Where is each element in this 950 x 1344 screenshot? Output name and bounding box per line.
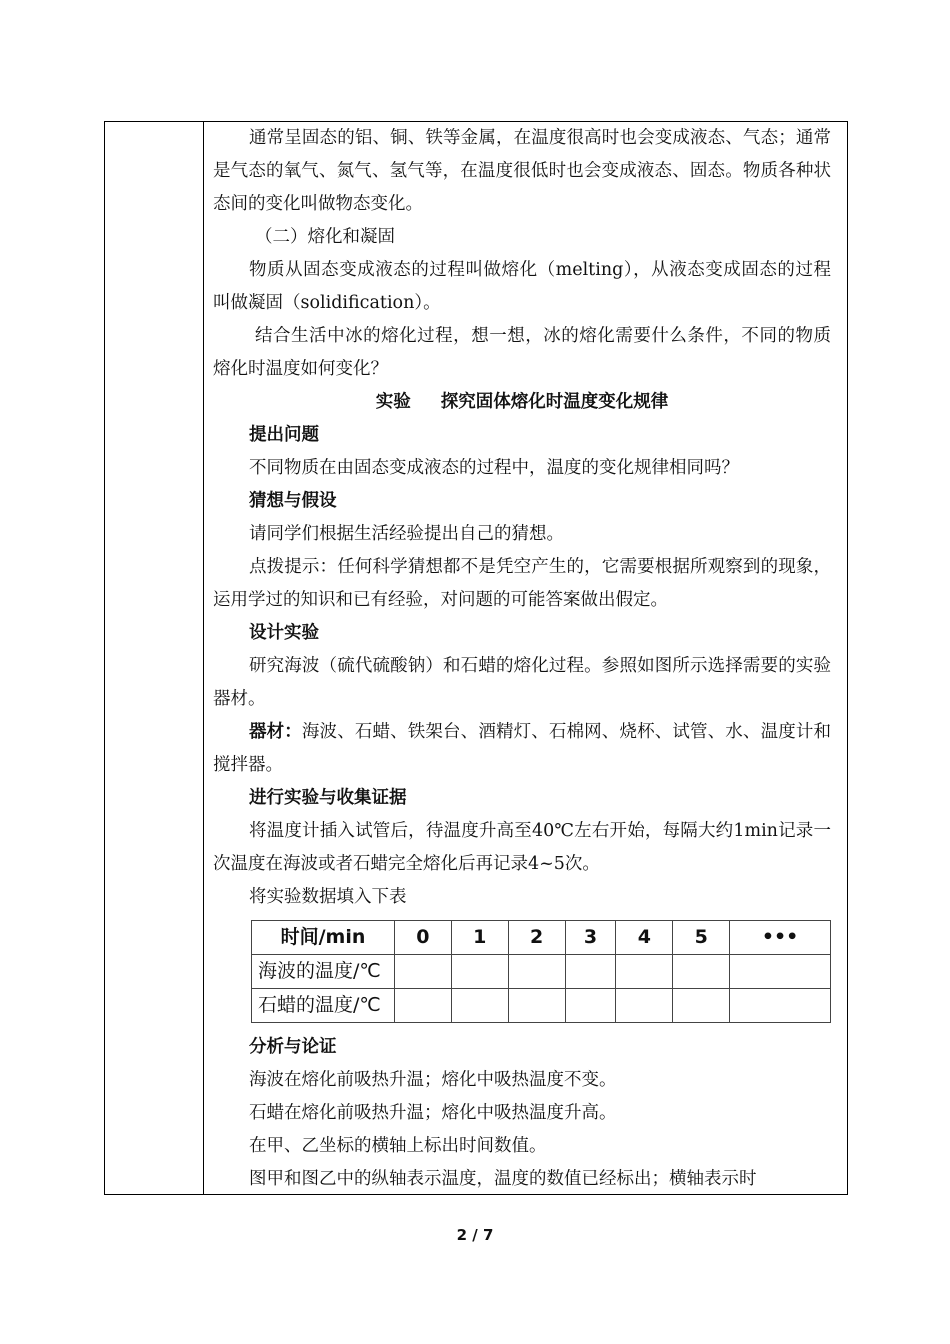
table-cell[interactable] <box>451 955 508 989</box>
table-row-label: 海波的温度/℃ <box>252 955 395 989</box>
column-divider <box>203 122 204 1194</box>
section-heading-melting: （二）熔化和凝固 <box>255 227 395 247</box>
paragraph-states: 通常呈固态的铝、铜、铁等金属，在温度很高时也会变成液态、气态；通常是气态的氧气、氮气、氢气等，在温度很低时也会变成液态、固态。物质各种状态间的变化叫做物态变化。 <box>213 128 831 214</box>
experiment-name: 探究固体熔化时温度变化规律 <box>440 392 669 412</box>
paragraph-fill-table: 将实验数据填入下表 <box>249 887 407 907</box>
paragraph-question: 结合生活中冰的熔化过程，想一想，冰的熔化需要什么条件，不同的物质熔化时温度如何变化？ <box>213 326 831 379</box>
table-cell[interactable] <box>508 955 565 989</box>
equipment-label: 器材： <box>249 722 302 742</box>
page-number: 2 / 7 <box>456 1226 494 1244</box>
paragraph-ask-question: 不同物质在由固态变成液态的过程中，温度的变化规律相同吗？ <box>249 458 739 478</box>
table-header-cell: 2 <box>508 921 565 955</box>
table-cell[interactable] <box>451 989 508 1023</box>
table-header-cell: 0 <box>394 921 451 955</box>
lesson-table <box>104 121 848 1195</box>
table-header-cell: 1 <box>451 921 508 955</box>
heading-analysis: 分析与论证 <box>249 1037 337 1057</box>
table-cell[interactable] <box>673 955 730 989</box>
heading-design: 设计实验 <box>249 623 319 643</box>
paragraph-hint: 点拨提示：任何科学猜想都不是凭空产生的，它需要根据所观察到的现象，运用学过的知识和已有经验，对问题的可能答案做出假定。 <box>213 557 831 610</box>
experiment-title <box>213 386 831 419</box>
paragraph-axis-description: 图甲和图乙中的纵轴表示温度，温度的数值已经标出；横轴表示时 <box>249 1169 757 1189</box>
table-cell[interactable] <box>394 955 451 989</box>
table-cell[interactable] <box>508 989 565 1023</box>
content-cell <box>213 122 831 1196</box>
paragraph-procedure: 将温度计插入试管后，待温度升高至40℃左右开始，每隔大约1min记录一次温度在海波或者石蜡完全熔化后再记录4~5次。 <box>213 821 831 874</box>
table-row <box>252 955 831 989</box>
table-header-cell: ••• <box>730 921 831 955</box>
paragraph-equipment <box>213 716 831 782</box>
table-cell[interactable] <box>730 955 831 989</box>
table-header-cell: 时间/min <box>252 921 395 955</box>
table-row <box>252 989 831 1023</box>
paragraph-axis-instruction: 在甲、乙坐标的横轴上标出时间数值。 <box>249 1136 547 1156</box>
table-header-cell: 3 <box>565 921 616 955</box>
paragraph-melting-definition: 物质从固态变成液态的过程叫做熔化（melting），从液态变成固态的过程叫做凝固（solidification）。 <box>213 260 831 313</box>
heading-conduct: 进行实验与收集证据 <box>249 788 407 808</box>
table-header-cell: 5 <box>673 921 730 955</box>
equipment-list: 海波、石蜡、铁架台、酒精灯、石棉网、烧杯、试管、水、温度计和搅拌器。 <box>213 722 831 775</box>
table-cell[interactable] <box>394 989 451 1023</box>
table-cell[interactable] <box>565 955 616 989</box>
table-cell[interactable] <box>673 989 730 1023</box>
table-header-row <box>252 921 831 955</box>
heading-ask-question: 提出问题 <box>249 425 319 445</box>
experiment-label: 实验 <box>375 392 411 412</box>
paragraph-design: 研究海波（硫代硫酸钠）和石蜡的熔化过程。参照如图所示选择需要的实验器材。 <box>213 656 831 709</box>
paragraph-wax-result: 石蜡在熔化前吸热升温；熔化中吸热温度升高。 <box>249 1103 617 1123</box>
table-cell[interactable] <box>616 989 673 1023</box>
table-cell[interactable] <box>565 989 616 1023</box>
paragraph-hypo-result: 海波在熔化前吸热升温；熔化中吸热温度不变。 <box>249 1070 617 1090</box>
paragraph-hypothesis: 请同学们根据生活经验提出自己的猜想。 <box>249 524 564 544</box>
table-cell[interactable] <box>730 989 831 1023</box>
heading-hypothesis: 猜想与假设 <box>249 491 337 511</box>
table-cell[interactable] <box>616 955 673 989</box>
table-header-cell: 4 <box>616 921 673 955</box>
table-row-label: 石蜡的温度/℃ <box>252 989 395 1023</box>
data-table <box>251 920 831 1023</box>
